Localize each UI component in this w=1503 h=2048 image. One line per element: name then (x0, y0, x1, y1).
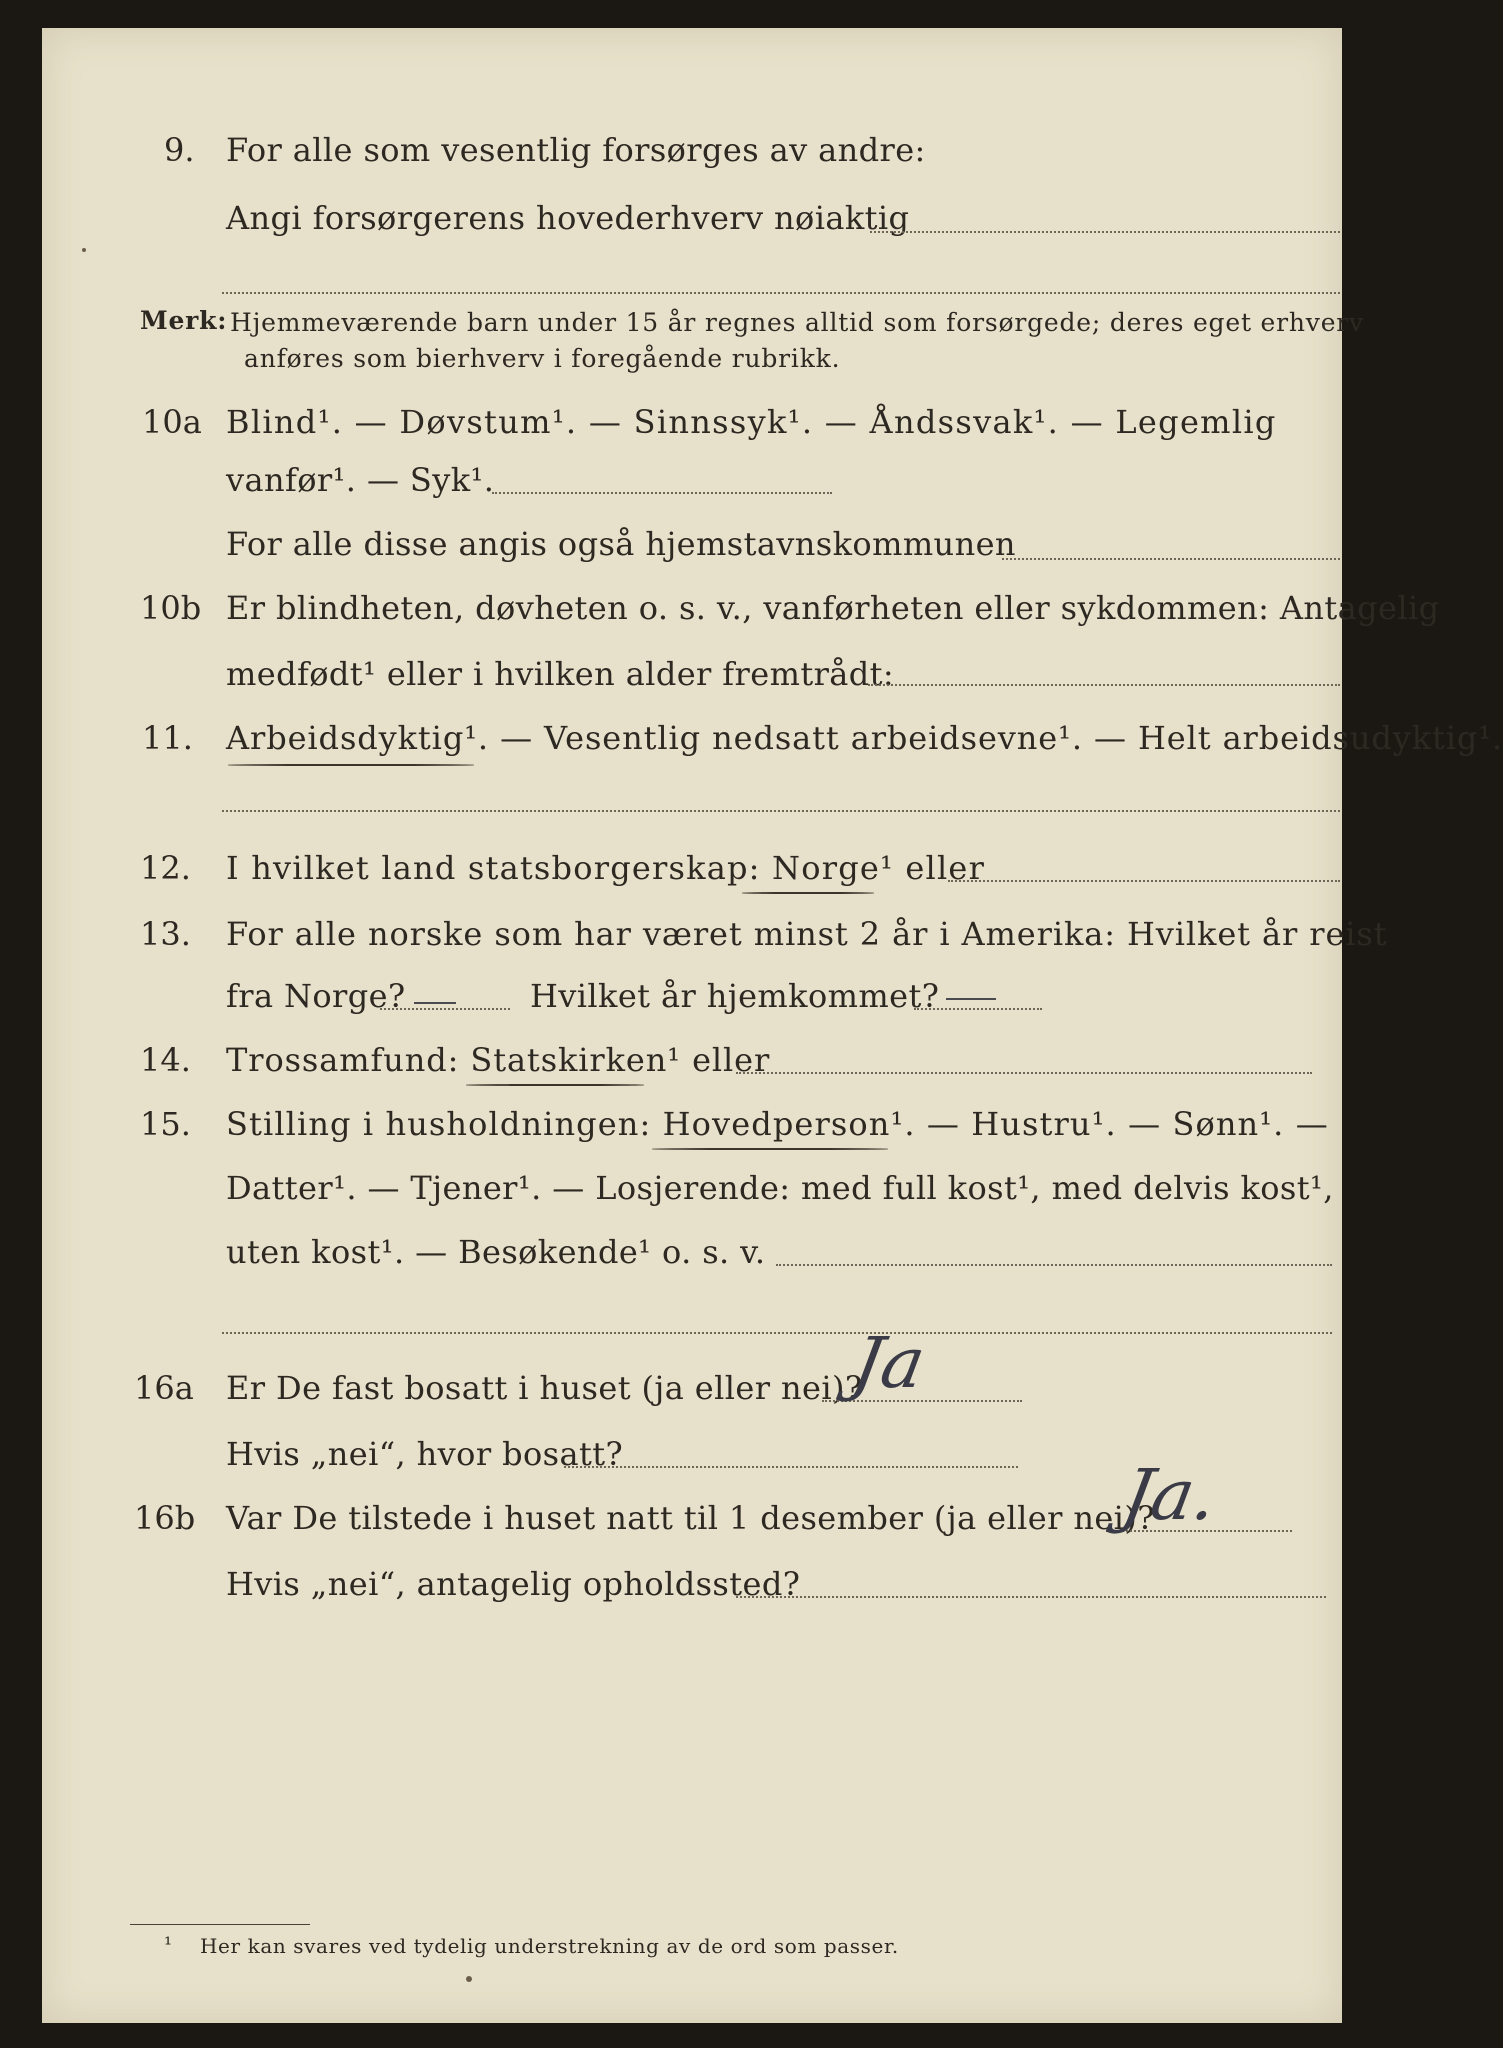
q12-number: 12. (140, 849, 191, 887)
q10a-line3: For alle disse angis også hjemstavnskommunen (226, 525, 1016, 563)
q13-line2a: fra Norge? (226, 977, 406, 1015)
footnote-rule (130, 1924, 310, 1925)
q11-number: 11. (142, 719, 193, 757)
q16a-line1: Er De fast bosatt i huset (ja eller nei)? (226, 1369, 863, 1407)
footnote-text: Her kan svares ved tydelig understrekning av de ord som passer. (200, 1934, 899, 1958)
paper-speck (466, 1976, 472, 1982)
q9-line1: For alle som vesentlig forsørges av andre: (226, 131, 926, 169)
q15-line1: Stilling i husholdningen: Hovedperson¹. — Hustru¹. — Sønn¹. — (226, 1105, 1329, 1143)
q9-number: 9. (164, 131, 195, 169)
q13-reist-dash-mark (414, 1002, 456, 1004)
q15-line2: Datter¹. — Tjener¹. — Losjerende: med full kost¹, med delvis kost¹, (226, 1169, 1334, 1207)
q15-underline-hovedperson (652, 1148, 888, 1150)
footnote-mark: ¹ (164, 1932, 173, 1956)
q14-number: 14. (140, 1041, 191, 1079)
q16a-line2: Hvis „nei“, hvor bosatt? (226, 1435, 624, 1473)
merk-label: Merk: (140, 306, 228, 335)
merk-line1: Hjemmeværende barn under 15 år regnes alltid som forsørgede; deres eget erhverv (230, 308, 1364, 337)
q13-hjemkommet-leader (914, 1008, 1042, 1010)
q15-number: 15. (140, 1105, 191, 1143)
q10b-alder-leader (868, 684, 1340, 686)
q16a-handwritten-answer: Ja (846, 1322, 932, 1404)
q12-text: I hvilket land statsborgerskap: Norge¹ eller (226, 849, 986, 887)
q11-answer-leader (222, 810, 1340, 812)
q10a-line1: Blind¹. — Døvstum¹. — Sinnssyk¹. — Åndssvak¹. — Legemlig (226, 403, 1277, 441)
q14-text: Trossamfund: Statskirken¹ eller (226, 1041, 771, 1079)
q11-underline-arbeidsdyktig (228, 764, 474, 766)
q16b-line2: Hvis „nei“, antagelig opholdssted? (226, 1565, 801, 1603)
q9-answer-leader-2 (222, 292, 1340, 294)
q9-answer-leader (870, 231, 1340, 233)
q14-underline-statskirken (466, 1084, 644, 1086)
q12-underline-norge (742, 892, 874, 894)
q10a-syk-leader (492, 492, 832, 494)
q15-besokende-leader (776, 1264, 1332, 1266)
q16a-number: 16a (134, 1369, 194, 1407)
merk-line2: anføres som bierhverv i foregående rubrikk. (244, 344, 841, 373)
q13-line1: For alle norske som har været minst 2 år i Amerika: Hvilket år reist (226, 915, 1388, 953)
q9-line2: Angi forsørgerens hovederhverv nøiaktig (226, 199, 910, 237)
q15-line3: uten kost¹. — Besøkende¹ o. s. v. (226, 1233, 766, 1271)
q10b-line2: medfødt¹ eller i hvilken alder fremtrådt: (226, 655, 895, 693)
q16b-opholdssted-leader (736, 1596, 1326, 1598)
q16b-number: 16b (134, 1499, 196, 1537)
q10b-number: 10b (140, 589, 202, 627)
q13-number: 13. (140, 915, 191, 953)
q16b-line1: Var De tilstede i huset natt til 1 desember (ja eller nei)? (226, 1499, 1155, 1537)
q11-text: Arbeidsdyktig¹. — Vesentlig nedsatt arbeidsevne¹. — Helt arbeidsudyktig¹. (226, 719, 1503, 757)
q12-eller-leader (948, 880, 1340, 882)
q10a-kommune-leader (1002, 558, 1340, 560)
q13-hjemkommet-dash-mark (946, 998, 996, 1000)
q16a-bosatt-leader (564, 1466, 1018, 1468)
q13-line2b: Hvilket år hjemkommet? (530, 977, 940, 1015)
census-form-page (42, 28, 1503, 2023)
q13-reist-leader (380, 1008, 510, 1010)
q10a-number: 10a (142, 403, 202, 441)
q16b-handwritten-answer: Ja. (1116, 1454, 1224, 1536)
paper-speck (82, 248, 86, 252)
q10a-line2: vanfør¹. — Syk¹. (226, 461, 495, 499)
q14-eller-leader (736, 1072, 1312, 1074)
q15-answer-leader (222, 1332, 1332, 1334)
q10b-line1: Er blindheten, døvheten o. s. v., vanførheten eller sykdommen: Antagelig (226, 589, 1440, 627)
